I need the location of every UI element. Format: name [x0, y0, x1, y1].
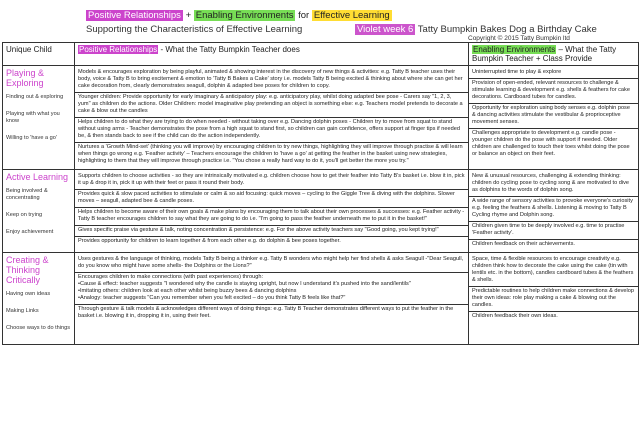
ee-cell — [469, 253, 639, 345]
ee-item: Children given time to be deeply involved e.g. time to practise 'Feather activity'. — [469, 222, 638, 240]
ee-item: Challenges appropriate to development e.g. candle pose - younger children do the pose with support if needed. Older children are challenged to touch their toes whilst doing the pose or balance an object on their feet. — [472, 130, 630, 157]
pr-item: Models & encourages exploration by being playful, animated & showing interest in the discovery of new things & activities: e.g. Tatty B teacher uses their body, voice & Tatty B to bring excitement & emotion to 'Tatty B Bakes a Cake' story i.e. models Tatty B being excited & thinking about where she can get her cake decoration from, clearly demonstrates seagull, dolphin & adapted bee poses for children to copy. — [75, 68, 468, 93]
header-enabling-environments: Enabling Environments — [195, 10, 294, 21]
col-ee-rest: – What the Tatty Bumpkin Teacher + Class Provide — [472, 45, 617, 63]
pr-item: Younger children: Provide opportunity for early imaginary & anticipatory play: e.g. anticipatory play, whilst doing adapted bee pose - Carers say "1, 2, 3, yum" as children do the actions. Older Children: model imaginative play pretending an object is something else: e.g. Teachers model pretends to decorate a cake & blow out the candles — [75, 93, 468, 118]
area-sub: Having own ideas — [6, 291, 51, 297]
learning-table — [2, 42, 639, 345]
pr-cell — [75, 253, 469, 345]
pr-item: Helps children to become aware of their own goals & make plans by encouraging them to talk about their own processes & successes: e.g. Feather activity - Tatty B teacher encourages children to say what they are going to do i.e. "I'm going to pass the feather underneath me to put it in the basket!" — [75, 208, 468, 226]
header-subtitle: Supporting the Characteristics of Effective Learning — [86, 24, 303, 35]
pr-item: Uses gestures & the language of thinking, models Tatty B being a thinker e.g. Tatty B wonders who might help her find shells & asks Seagull -"Dear Seagull, do you know who might have some shells- the Dolphins or the Lions?" — [75, 255, 468, 273]
table-header-row — [3, 43, 639, 66]
header-week-line — [355, 24, 597, 35]
header-positive-relationships: Positive Relationships — [88, 10, 181, 21]
ee-item: Uninterrupted time to play & explore — [469, 68, 638, 79]
area-cell — [3, 66, 75, 170]
pr-item: Encourages children to make connections (with past experiences) through: •Cause & effect: teacher suggests "I wondered why the candle is staying upright, but now I understand it's pushed into the sand/lentils" •Imitating others: children look at each other whilst being buzzy bees & dancing dolphins •Analogy: teacher suggests "Can you remember when you felt excited – do you think Tatty B feels like that?" — [75, 273, 468, 305]
area-sub: Keep on trying — [6, 212, 43, 218]
pr-cell — [75, 66, 469, 170]
area-sub: Willing to 'have a go' — [6, 135, 57, 141]
pr-item: Nurtures a 'Growth Mind-set' (thinking you will improve) by encouraging children to try new things, highlighting they will improve through practise & will learn when things go wrong e.g. 'Feather activity' – Teachers encourage the children to 'have a go' at getting the feather in the basket using new strategies, highlighting to them that they will improve through practice i.e. "You chose a really hard way to do it, you'll get better the more you try." — [78, 144, 463, 164]
pr-item: Provides opportunity for children to learn together & from each other e.g. do dolphin & bee poses together. — [78, 238, 341, 244]
area-title: Playing & Exploring — [6, 68, 45, 88]
header-week: Violet week 6 — [357, 24, 414, 35]
header-title-line — [86, 10, 392, 21]
header-copyright: Copyright © 2015 Tatty Bumpkin ltd — [468, 35, 570, 42]
ee-item: Predictable routines to help children make connections & develop their own ideas: role play making a cake & blowing out the candles. — [469, 287, 638, 312]
area-sub: Making Links — [6, 308, 39, 314]
area-sub: Enjoy achievement — [6, 229, 54, 235]
area-sub: Finding out & exploring — [6, 94, 64, 100]
header-for: for — [295, 10, 312, 21]
area-sub: Playing with what you know — [6, 111, 60, 124]
ee-item: Children feedback their own ideas. — [472, 313, 558, 319]
area-sub: Choose ways to do things — [6, 325, 71, 331]
ee-item: A wide range of sensory activities to provoke everyone's curiosity e.g. feeling the feathers & shells. Listening & moving to Tatty B Cycling rhyme and Dolphin song. — [469, 197, 638, 222]
col-enabling-environments — [469, 43, 639, 66]
area-sub: Being involved & concentrating — [6, 188, 48, 201]
pr-item: Supports children to choose activities - so they are intrinsically motivated e.g. children choose how to get their feather into Tatty B's basket i.e. blow it in, pick it up & drop it in, pick it up with their feet or pass it round their body. — [75, 172, 468, 190]
col-ee-tag: Enabling Environments — [473, 45, 556, 54]
pr-item: Gives specific praise via gesture & talk, noting concentration & persistence: e.g. For the above activity teachers say "Good going, you kept trying!" — [75, 226, 468, 237]
area-title: Creating & Thinking Critically — [6, 255, 49, 285]
ee-item: Children feedback on their achievements. — [472, 241, 575, 247]
table-row — [3, 66, 639, 170]
ee-item: Space, time & flexible resources to encourage creativity e.g. children think how to decorate the cake using the cake (tin with lentils etc. in the bottom), candles cardboard tubes & the feathers & shells. — [469, 255, 638, 287]
ee-item: Opportunity for exploration using body senses e.g. dolphin pose & dancing activities stimulate the vestibular & proprioceptive movement senses. — [469, 104, 638, 129]
area-cell — [3, 253, 75, 345]
ee-cell — [469, 66, 639, 170]
pr-item: Through gesture & talk models & acknowledges different ways of doing things: e.g. Tatty B Teacher demonstrates different ways to put the feather in the basket i.e. blowing it in, dropping it in, using their feet. — [78, 306, 454, 319]
ee-item: Provision of open-ended, relevant resources to challenge & stimulate learning & development e.g. shells & feathers for cake decorations. Cardboard tubes for candles. — [469, 79, 638, 104]
col-positive-relationships — [75, 43, 469, 66]
pr-cell — [75, 170, 469, 253]
header-effective-learning: Effective Learning — [313, 10, 390, 21]
ee-cell — [469, 170, 639, 253]
ee-item: New & unusual resources, challenging & extending thinking: children do cycling pose to cycling song & are motivated to dive as dolphins to the words of dolphin song. — [469, 172, 638, 197]
page-header — [0, 0, 640, 42]
table-row — [3, 170, 639, 253]
header-session-title: Tatty Bumpkin Bakes Dog a Birthday Cake — [415, 24, 597, 35]
pr-item: Helps children to do what they are trying to do when needed - without taking over e.g. Dancing dolphin poses - Children try to move from squat to stand without using arms - Teacher demonstrates the pose from a high squat to stand first, so children can gain confidence, offers support at finger tips if needed be, & then stands back to see if the child can do the action independently. — [75, 118, 468, 143]
area-cell — [3, 170, 75, 253]
table-row — [3, 253, 639, 345]
header-plus: + — [182, 10, 194, 21]
area-title: Active Learning — [6, 172, 69, 182]
pr-item: Provides quick & slow paced activities to stimulate or calm & so aid focusing: quick moves – cycling to the Giggle Tree & diving with the dolphins. Slower moves – seagull, adapted bee & candle poses. — [75, 190, 468, 208]
col-pr-tag: Positive Relationships — [79, 45, 158, 54]
col-pr-rest: - What the Tatty Bumpkin Teacher does — [158, 45, 300, 54]
col-unique-child: Unique Child — [3, 43, 75, 66]
